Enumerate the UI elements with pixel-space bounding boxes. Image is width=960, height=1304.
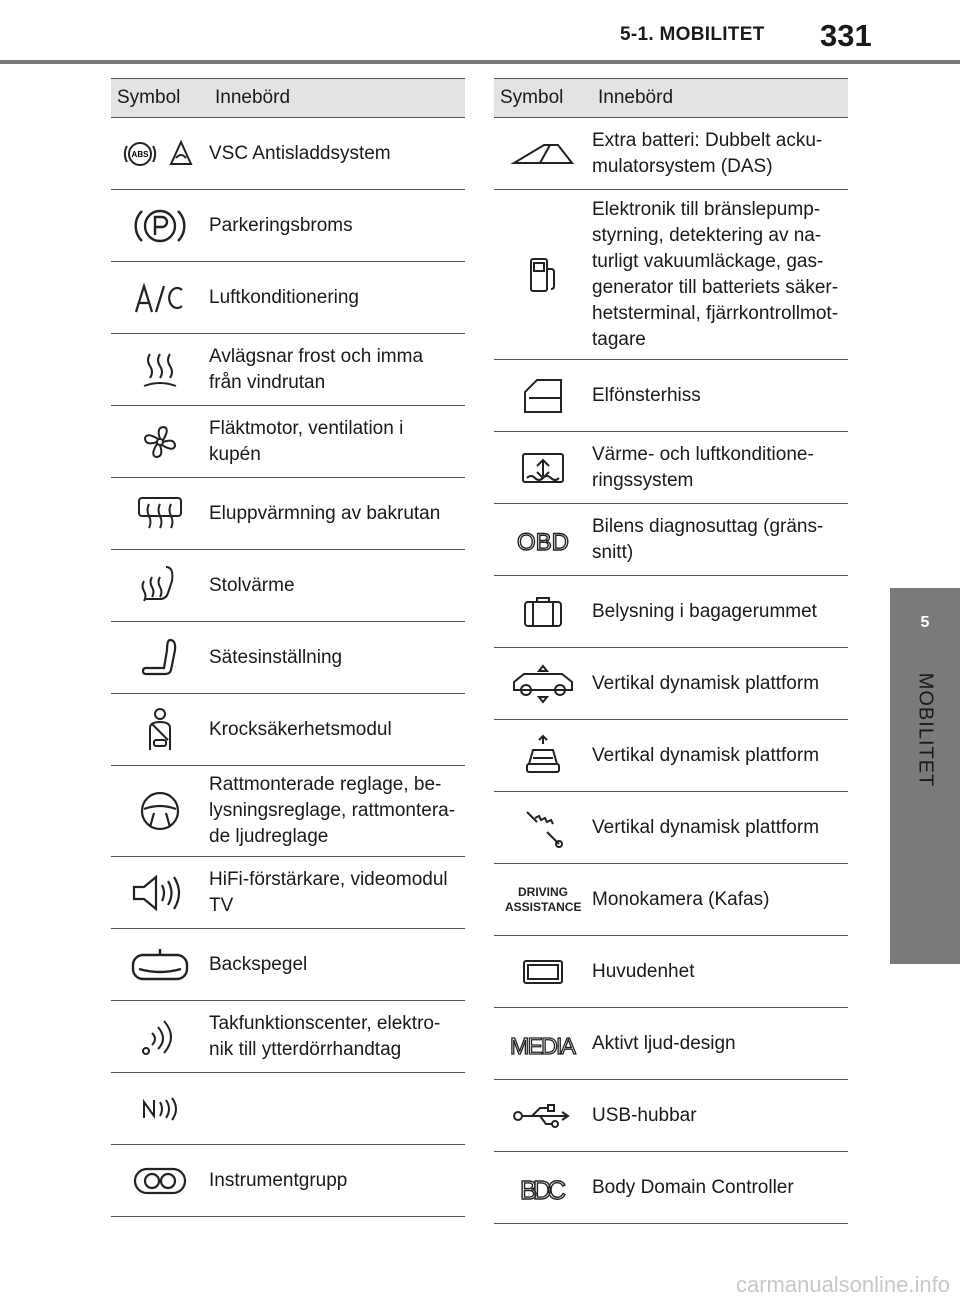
- bdc-icon-label: BDC: [520, 1174, 566, 1205]
- obd-icon-label: OBD: [517, 528, 569, 555]
- extra-battery-icon: [510, 139, 576, 169]
- symbol-cell: [494, 118, 592, 190]
- speaker-icon: [130, 871, 190, 915]
- meaning-cell: Bilens diagnosuttag (gräns-snitt): [592, 504, 848, 576]
- symbol-cell: [111, 1001, 209, 1073]
- fan-icon: [140, 422, 180, 462]
- head-unit-icon: [520, 957, 566, 987]
- meaning-cell: Elektronik till bränslepump-styrning, detektering av na-turligt vakuumläckage, gas-generator till batteriets säker-hetsterminal, fjärrkontrollmot-tagare: [592, 190, 848, 360]
- meaning-cell: Vertikal dynamisk plattform: [592, 720, 848, 792]
- meaning-cell: Fläktmotor, ventilation i kupén: [209, 406, 465, 478]
- table-row: [111, 550, 465, 622]
- meaning-cell: Body Domain Controller: [592, 1152, 848, 1224]
- seatbelt-icon: [140, 706, 180, 754]
- symbol-cell: [494, 360, 592, 432]
- symbol-cell: [111, 929, 209, 1001]
- table-row: [494, 720, 848, 792]
- nfc-icon: [140, 1094, 180, 1124]
- rear-defrost-icon: [135, 494, 185, 534]
- meaning-cell: Backspegel: [209, 929, 465, 1001]
- luggage-icon: [521, 594, 565, 630]
- meaning-cell: Värme- och luftkonditione-ringssystem: [592, 432, 848, 504]
- symbol-cell: [494, 648, 592, 720]
- table-row: [494, 576, 848, 648]
- symbol-cell: [111, 622, 209, 694]
- meaning-cell: Vertikal dynamisk plattform: [592, 648, 848, 720]
- meaning-cell: Stolvärme: [209, 550, 465, 622]
- section-title: 5-1. MOBILITET: [620, 24, 765, 45]
- meaning-cell: Avlägsnar frost och imma från vindrutan: [209, 334, 465, 406]
- chapter-tab-number: 5: [890, 588, 960, 658]
- shock-absorber-icon: [521, 806, 565, 850]
- meaning-cell: Instrumentgrupp: [209, 1145, 465, 1217]
- table-row: [111, 1073, 465, 1145]
- media-icon-label: MEDIA: [510, 1032, 576, 1059]
- table-row: [111, 622, 465, 694]
- table-row: [494, 190, 848, 360]
- instrument-cluster-icon: [131, 1165, 189, 1197]
- meaning-cell: Monokamera (Kafas): [592, 864, 848, 936]
- symbol-cell: [111, 766, 209, 857]
- symbol-cell: [494, 864, 592, 936]
- table-row: [111, 1145, 465, 1217]
- symbol-cell: [111, 1145, 209, 1217]
- table-row: [111, 118, 465, 190]
- table-row: [494, 1152, 848, 1224]
- meaning-cell: Sätesinställning: [209, 622, 465, 694]
- symbol-cell: [111, 262, 209, 334]
- col-symbol-header: Symbol: [111, 79, 209, 118]
- table-row: [111, 334, 465, 406]
- rear-mirror-icon: [129, 945, 191, 985]
- symbol-cell: [494, 1152, 592, 1224]
- steering-wheel-icon: [138, 789, 182, 833]
- symbol-cell: [494, 720, 592, 792]
- symbol-cell: [494, 1080, 592, 1152]
- meaning-cell: Eluppvärmning av bakrutan: [209, 478, 465, 550]
- table-header-row: [111, 79, 465, 118]
- symbol-cell: [494, 432, 592, 504]
- car-front-lift-icon: [523, 734, 563, 778]
- meaning-cell: HiFi-förstärkare, videomodul TV: [209, 857, 465, 929]
- symbol-table-left: [111, 78, 465, 1217]
- meaning-cell: [209, 1073, 465, 1145]
- table-row: [111, 1001, 465, 1073]
- meaning-cell: Extra batteri: Dubbelt acku-mulatorsystem (DAS): [592, 118, 848, 190]
- table-row: [111, 478, 465, 550]
- window-icon: [519, 376, 567, 416]
- symbol-cell: [494, 936, 592, 1008]
- symbol-table-right: [494, 78, 848, 1224]
- table-row: [111, 857, 465, 929]
- meaning-cell: USB-hubbar: [592, 1080, 848, 1152]
- climate-icon: [519, 450, 567, 486]
- page-number: 331: [820, 18, 872, 53]
- watermark: carmanualsonline.info: [735, 1272, 950, 1297]
- symbol-cell: [111, 478, 209, 550]
- symbol-cell: [111, 334, 209, 406]
- meaning-cell: VSC Antisladdsystem: [209, 118, 465, 190]
- usb-icon: [510, 1100, 576, 1132]
- meaning-cell: Krocksäkerhetsmodul: [209, 694, 465, 766]
- parking-brake-icon: [132, 203, 188, 249]
- meaning-cell: Vertikal dynamisk plattform: [592, 792, 848, 864]
- table-row: [494, 504, 848, 576]
- svg-text:ABS: ABS: [131, 149, 149, 159]
- col-symbol-header: Symbol: [494, 79, 592, 118]
- symbol-cell: [494, 1008, 592, 1080]
- wireless-signal-icon: [138, 1015, 182, 1059]
- table-row: [111, 929, 465, 1001]
- table-row: [111, 406, 465, 478]
- col-meaning-header: Innebörd: [592, 79, 848, 118]
- symbol-cell: [111, 857, 209, 929]
- symbol-cell: [111, 190, 209, 262]
- windshield-defrost-icon: [140, 350, 180, 390]
- driving-assistance-icon: DRIVING ASSISTANCE: [505, 884, 582, 914]
- symbol-cell: [494, 792, 592, 864]
- seat-heat-icon: [136, 563, 184, 609]
- table-row: [494, 1080, 848, 1152]
- table-header-row: [494, 79, 848, 118]
- meaning-cell: Aktivt ljud-design: [592, 1008, 848, 1080]
- table-row: [494, 936, 848, 1008]
- meaning-cell: Belysning i bagagerummet: [592, 576, 848, 648]
- meaning-cell: Rattmonterade reglage, be-lysningsreglage, rattmontera-de ljudreglage: [209, 766, 465, 857]
- table-row: [494, 792, 848, 864]
- symbol-cell: [111, 406, 209, 478]
- media-icon: [507, 1029, 579, 1059]
- symbol-cell: [494, 190, 592, 360]
- symbol-cell: [494, 504, 592, 576]
- fuel-pump-icon: [525, 255, 561, 295]
- table-row: [494, 648, 848, 720]
- header-rule: [0, 60, 960, 64]
- meaning-cell: Elfönsterhiss: [592, 360, 848, 432]
- ac-icon: [130, 280, 190, 316]
- symbol-cell: [111, 550, 209, 622]
- bdc-icon: [515, 1171, 571, 1205]
- symbol-cell: [111, 118, 209, 190]
- chapter-tab-label: MOBILITET: [914, 672, 937, 788]
- obd-icon: [513, 525, 573, 555]
- table-row: [494, 864, 848, 936]
- table-row: [111, 694, 465, 766]
- table-row: [111, 262, 465, 334]
- table-row: [111, 766, 465, 857]
- col-meaning-header: Innebörd: [209, 79, 465, 118]
- meaning-cell: Luftkonditionering: [209, 262, 465, 334]
- table-row: [494, 360, 848, 432]
- table-row: [494, 1008, 848, 1080]
- meaning-cell: Takfunktionscenter, elektro-nik till ytterdörrhandtag: [209, 1001, 465, 1073]
- table-row: [111, 190, 465, 262]
- vsc-abs-icon: [120, 136, 200, 172]
- meaning-cell: Parkeringsbroms: [209, 190, 465, 262]
- symbol-cell: [494, 576, 592, 648]
- table-row: [494, 432, 848, 504]
- seat-icon: [138, 636, 182, 680]
- symbol-cell: [111, 1073, 209, 1145]
- car-height-icon: [510, 662, 576, 706]
- table-row: [494, 118, 848, 190]
- meaning-cell: Huvudenhet: [592, 936, 848, 1008]
- symbol-cell: [111, 694, 209, 766]
